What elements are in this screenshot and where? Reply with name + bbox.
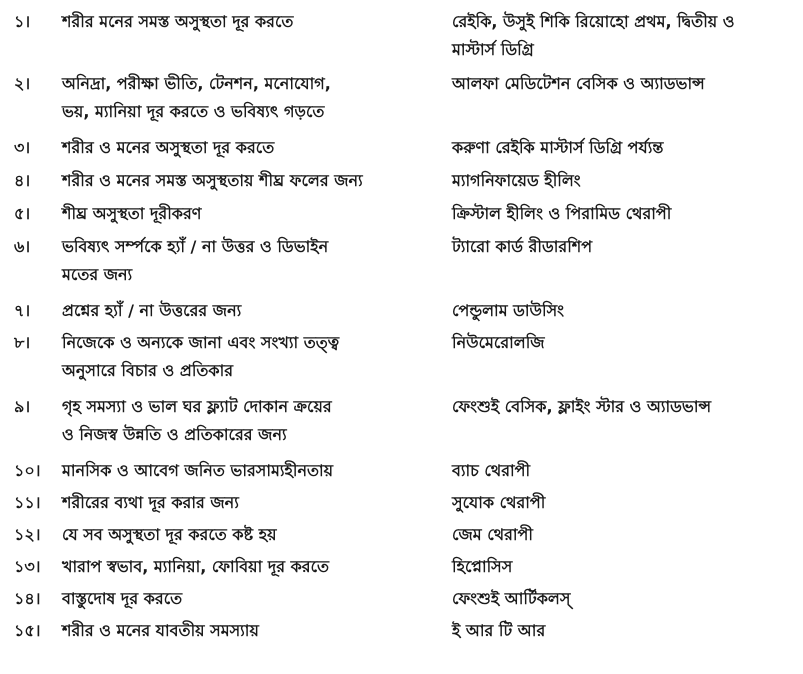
item-therapy — [444, 297, 789, 325]
therapy-line: রেইকি, উসুই শিকি রিয়োহো প্রথম, দ্বিতীয় ও — [452, 12, 735, 31]
item-purpose — [62, 553, 444, 581]
purpose-line: শরীর ও মনের যাবতীয় সমস্যায় — [62, 621, 259, 640]
therapy-line: হিপ্নোসিস — [452, 557, 513, 576]
purpose-line: মতের জন্য — [62, 265, 133, 284]
purpose-line: প্রশ্নের হ্যাঁ / না উত্তরের জন্য — [62, 301, 242, 320]
list-item — [14, 8, 789, 70]
purpose-line: শীঘ্র অসুস্থতা দূরীকরণ — [62, 204, 202, 223]
purpose-line: বাস্তুদোষ দূর করতে — [62, 589, 183, 608]
item-number: ১৪। — [14, 589, 41, 608]
purpose-line: নিজেকে ও অন্যকে জানা এবং সংখ্যা তত্ত্ব — [62, 333, 340, 352]
purpose-line: মানসিক ও আবেগ জনিত ভারসাম্যহীনতায় — [62, 461, 334, 480]
item-purpose — [62, 393, 444, 449]
item-purpose — [62, 617, 444, 645]
therapy-line: ব্যাচ থেরাপী — [452, 461, 531, 480]
item-number: ৭। — [14, 301, 31, 320]
item-purpose — [62, 521, 444, 549]
item-number: ৯। — [14, 397, 31, 416]
item-number: ১। — [14, 12, 31, 31]
list-item — [14, 553, 789, 585]
item-therapy — [444, 329, 789, 357]
therapy-line: ট্যারো কার্ড রীডারশিপ — [452, 237, 593, 256]
item-number: ১৩। — [14, 557, 41, 576]
item-number: ১১। — [14, 493, 41, 512]
purpose-line: অনুসারে বিচার ও প্রতিকার — [62, 361, 234, 380]
purpose-line: খারাপ স্বভাব, ম্যানিয়া, ফোবিয়া দূর করতে — [62, 557, 330, 576]
therapy-line: সুযোক থেরাপী — [452, 493, 546, 512]
therapy-line: আলফা মেডিটেশন বেসিক ও অ্যাডভান্স — [452, 74, 705, 93]
therapy-line: মাস্টার্স ডিগ্রি — [452, 40, 534, 59]
list-item — [14, 167, 789, 200]
purpose-line: গৃহ সমস্যা ও ভাল ঘর ফ্ল্যাট দোকান ক্রয়ের — [62, 397, 332, 416]
item-number: ১২। — [14, 525, 41, 544]
purpose-line: ভয়, ম্যানিয়া দূর করতে ও ভবিষ্যৎ গড়তে — [62, 102, 325, 121]
item-number: ৪। — [14, 171, 31, 190]
item-therapy — [444, 585, 789, 613]
item-number: ১০। — [14, 461, 41, 480]
item-purpose — [62, 489, 444, 517]
item-number: ১৫। — [14, 621, 41, 640]
item-therapy — [444, 200, 789, 228]
item-number: ৮। — [14, 333, 31, 352]
item-purpose — [62, 233, 444, 289]
item-purpose — [62, 457, 444, 485]
purpose-line: শরীরের ব্যথা দূর করার জন্য — [62, 493, 239, 512]
therapy-line: ই আর টি আর — [452, 621, 546, 640]
list-item — [14, 134, 789, 167]
purpose-line: শরীর ও মনের অসুস্থতা দূর করতে — [62, 138, 275, 157]
list-item — [14, 329, 789, 393]
purpose-line: যে সব অসুস্থতা দূর করতে কষ্ট হয় — [62, 525, 277, 544]
therapy-line: ফেংশুই আর্টিকলস্ — [452, 589, 571, 608]
item-therapy — [444, 134, 789, 162]
therapy-line: ফেংশুই বেসিক, ফ্লাইং স্টার ও অ্যাডভান্স — [452, 397, 712, 416]
therapy-line: পেন্ডুলাম ডাউসিং — [452, 301, 565, 320]
purpose-line: ভবিষ্যৎ সর্ম্পকে হ্যাঁ / না উত্তর ও ডিভাইন — [62, 237, 329, 256]
item-number: ২। — [14, 74, 31, 93]
purpose-line: শরীর ও মনের সমস্ত অসুস্থতায় শীঘ্র ফলের জন্য — [62, 171, 363, 190]
list-item — [14, 233, 789, 297]
item-therapy — [444, 457, 789, 485]
list-item — [14, 457, 789, 489]
item-therapy — [444, 521, 789, 549]
list-item — [14, 489, 789, 521]
purpose-line: ও নিজস্ব উন্নতি ও প্রতিকারের জন্য — [62, 425, 287, 444]
therapy-line: করুণা রেইকি মাস্টার্স ডিগ্রি পর্য্যন্ত — [452, 138, 664, 157]
item-therapy — [444, 70, 789, 98]
item-number: ৩। — [14, 138, 31, 157]
item-therapy — [444, 233, 789, 261]
item-therapy — [444, 8, 789, 64]
list-item — [14, 200, 789, 233]
purpose-line: শরীর মনের সমস্ত অসুস্থতা দূর করতে — [62, 12, 294, 31]
therapy-line: জেম থেরাপী — [452, 525, 533, 544]
list-item — [14, 393, 789, 457]
list-item — [14, 617, 789, 649]
therapy-line: ম্যাগনিফায়েড হীলিং — [452, 171, 581, 190]
list-item — [14, 521, 789, 553]
list-item — [14, 297, 789, 329]
item-number: ৫। — [14, 204, 31, 223]
item-purpose — [62, 297, 444, 325]
item-therapy — [444, 167, 789, 195]
item-purpose — [62, 585, 444, 613]
item-therapy — [444, 553, 789, 581]
item-therapy — [444, 617, 789, 645]
item-purpose — [62, 134, 444, 162]
purpose-line: অনিদ্রা, পরীক্ষা ভীতি, টেনশন, মনোযোগ, — [62, 74, 331, 93]
item-purpose — [62, 70, 444, 126]
item-number: ৬। — [14, 237, 31, 256]
item-purpose — [62, 167, 444, 195]
item-purpose — [62, 200, 444, 228]
therapy-line: নিউমেরোলজি — [452, 333, 545, 352]
therapy-line: ক্রিস্টাল হীলিং ও পিরামিড থেরাপী — [452, 204, 672, 223]
item-therapy — [444, 393, 789, 421]
item-purpose — [62, 8, 444, 36]
item-purpose — [62, 329, 444, 385]
list-item — [14, 585, 789, 617]
list-item — [14, 70, 789, 134]
item-therapy — [444, 489, 789, 517]
